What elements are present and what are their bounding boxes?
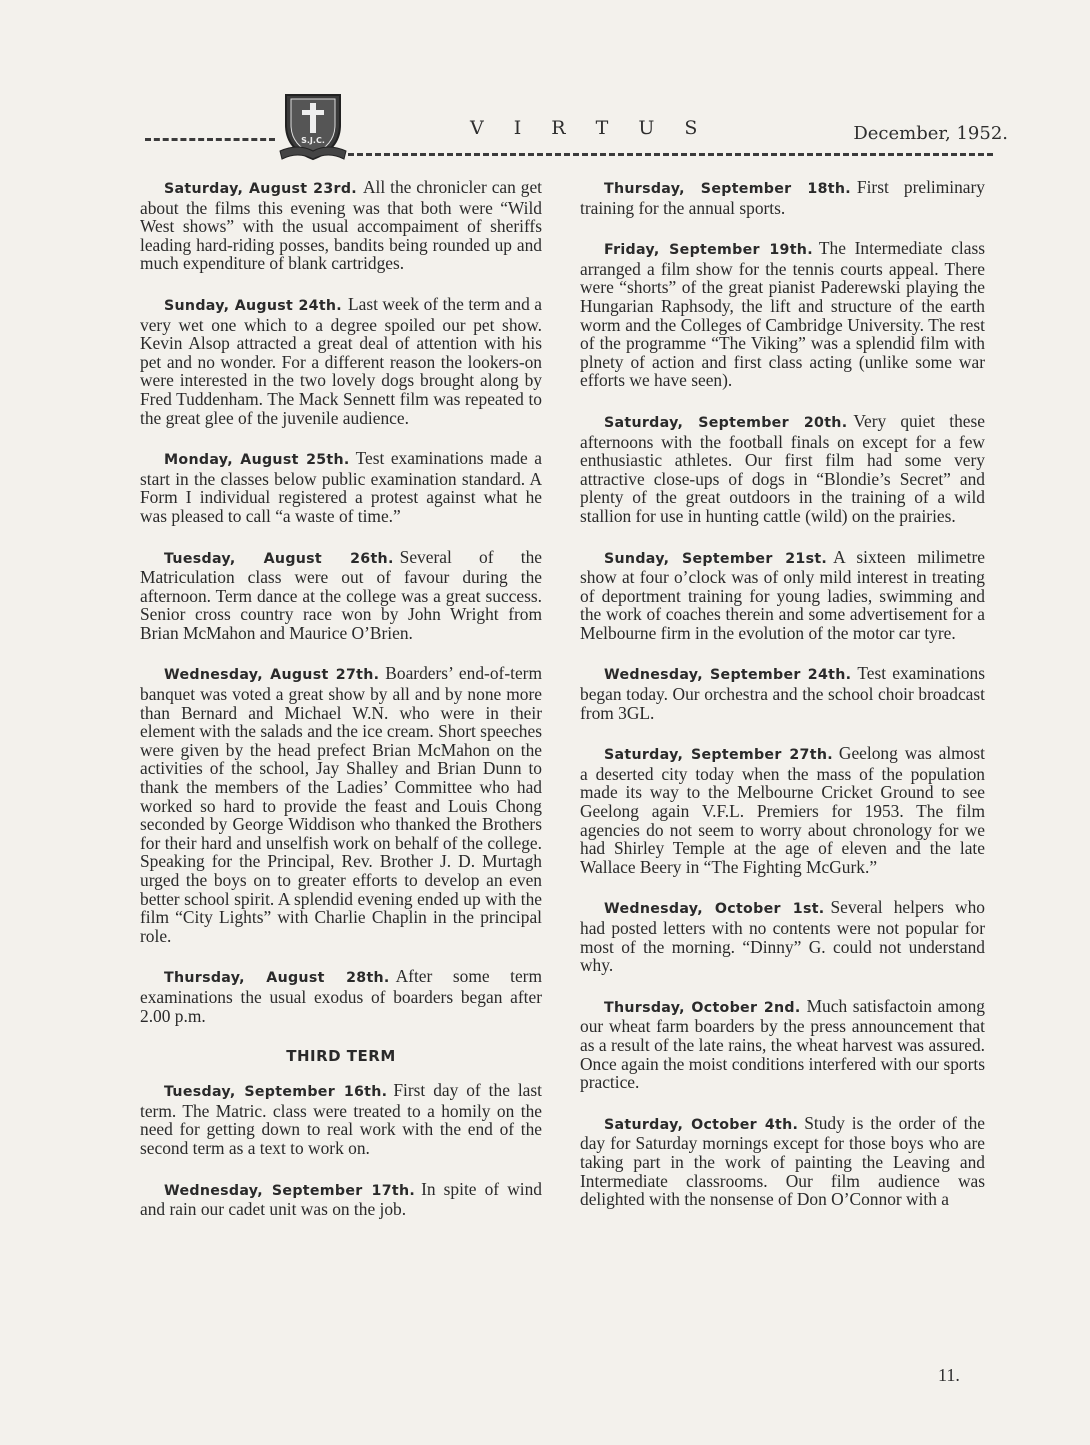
entry-text: In spite of wind and rain our cadet unit was on the job. xyxy=(140,1178,542,1220)
entry-text: Last week of the term and a very wet one which to a degree spoiled our pet show. Kevin Alsop attracted a great deal of attention with his pet and no wonder. For a different reason the lookers-on were interested in the two lovely dogs brought along by Fred Tuddenham. The Mack Sennett film was repeated to the great glee of the juvenile audience. xyxy=(140,293,542,428)
entry-text: After some term examinations the usual exodus of boarders began after 2.00 p.m. xyxy=(140,966,542,1026)
diary-entry xyxy=(140,449,542,525)
entry-date: Friday, September 19th. xyxy=(604,242,813,259)
entry-date: Tuesday, September 16th. xyxy=(164,1084,388,1101)
section-heading: THIRD TERM xyxy=(286,1047,396,1066)
entry-date: Wednesday, October 1st. xyxy=(604,901,825,918)
diary-entry xyxy=(140,1081,542,1157)
entry-date: Sunday, August 24th. xyxy=(164,297,342,314)
entry-date: Monday, August 25th. xyxy=(164,452,350,469)
header-rule-left xyxy=(145,138,275,141)
entry-date: Saturday, September 27th. xyxy=(604,747,833,764)
entry-text: A sixteen milimetre show at four o’clock was of only mild interest in treating of deportment training for young ladies, swimming and the work of coaches therein and some advertisement for a Melbourne firm in the evolution of the motor car tyre. xyxy=(580,546,985,643)
diary-entry xyxy=(580,548,985,643)
entry-date: Tuesday, August 26th. xyxy=(164,550,394,567)
entry-text: Test examinations made a start in the classes below public examination standard. A Form I individual registered a protest against what he was pleased to call “a waste of time.” xyxy=(140,448,542,526)
page-header xyxy=(0,0,1090,170)
magazine-title: V I R T U S xyxy=(470,117,710,139)
entry-text: Several helpers who had posted letters with no contents were not popular for most of the morning. “Dinny” G. could not understand why. xyxy=(580,897,985,976)
entry-text: First preliminary training for the annual sports. xyxy=(580,177,986,218)
entry-date: Wednesday, August 27th. xyxy=(164,667,380,684)
page-number: 11. xyxy=(938,1365,960,1385)
entry-date: Thursday, August 28th. xyxy=(164,970,390,987)
entry-text: Very quiet these afternoons with the football finals on except for a few enthusiastic athletes. Our first film had some very attractive close-ups of dogs in “Blondie’s Secret” and plenty of the great outdoors in the training of a wild stallion for use in hunting cattle (wild) on the prairies. xyxy=(580,410,985,526)
entry-date: Sunday, September 21st. xyxy=(604,550,828,567)
diary-entry xyxy=(140,664,542,945)
diary-entry xyxy=(140,548,542,643)
issue-date: December, 1952. xyxy=(853,123,1008,144)
diary-entry xyxy=(580,178,985,217)
entry-text: Much satisfactoin among our wheat farm boarders by the press announcement that as a result of the late rains, the wheat harvest was assured. Once again the moist conditions interfered with our sports practice. xyxy=(580,995,985,1093)
school-crest-icon xyxy=(278,85,348,165)
diary-entry xyxy=(580,1114,985,1209)
crest-text: S.J.C. xyxy=(301,136,325,145)
diary-entry xyxy=(140,1180,542,1219)
entry-text: First day of the last term. The Matric. class were treated to a homily on the need for getting down to real work with the end of the second term as a text to work on. xyxy=(140,1080,543,1158)
entry-date: Thursday, October 2nd. xyxy=(604,999,801,1016)
entry-text: Study is the order of the day for Saturday mornings except for those boys who are taking part in the work of painting the Leaving and Intermediate classrooms. Our film audience was delighted with the nonsense of Don O’Connor with a xyxy=(580,1112,985,1210)
entry-date: Saturday, October 4th. xyxy=(604,1116,799,1133)
entry-date: Wednesday, September 17th. xyxy=(164,1182,416,1199)
entry-text: All the chronicler can get about the films this evening was that both were “Wild West shows” with the usual accompaiment of sheriffs leading hard-riding posses, bandits being rounded up and much expenditure of blank cartridges. xyxy=(140,177,543,274)
left-column xyxy=(140,178,542,1241)
diary-entry xyxy=(580,744,985,876)
diary-entry xyxy=(580,898,985,974)
entry-text: Geelong was almost a deserted city today when the mass of the population made its way to the Melbourne Cricket Ground to see Geelong again V.F.L. Premiers for 1953. The film agencies do not seem to worry about chronology for we had Shirley Temple at the age of eleven and the late Wallace Beery in “The Fighting McGurk.” xyxy=(580,743,985,877)
diary-entry xyxy=(580,997,985,1092)
right-column xyxy=(580,178,985,1231)
entry-date: Thursday, September 18th. xyxy=(604,181,851,197)
entry-date: Wednesday, September 24th. xyxy=(604,667,852,684)
diary-entry xyxy=(580,412,985,526)
header-rule-right xyxy=(348,153,993,156)
diary-entry xyxy=(140,178,542,273)
entry-text: Several of the Matriculation class were out of favour during the afternoon. Term dance at the college was a great success. Senior cross country race won by John Wright from Brian McMahon and Maurice O’Brien. xyxy=(140,546,543,643)
entry-date: Saturday, September 20th. xyxy=(604,414,848,431)
entry-text: Boarders’ end-of-term banquet was voted a great show by all and by none more than Bernard and Michael W.N. who were in their element with the salads and the ice cream. Short speeches were given by the head prefect Brian McMahon on the activities of the school, Jay Shalley and Brian Dunn to thank the members of the Ladies’ Committee who had worked so hard to provide the feast and Louis Chong seconded by George Widdison who thanked the Brothers for their hard and unselfish work on behalf of the college. Speaking for the Principal, Rev. Brother J. D. Murtagh urged the boys on to greater efforts to develop an even better school spirit. A splendid evening ended up with the film “City Lights” with Charlie Chaplin in the principal role. xyxy=(140,663,542,946)
diary-entry xyxy=(140,967,542,1025)
diary-entry xyxy=(580,239,985,390)
entry-text: Test examinations began today. Our orchestra and the school choir broadcast from 3GL. xyxy=(580,663,985,723)
diary-entry xyxy=(140,295,542,427)
entry-text: The Intermediate class arranged a film show for the tennis courts appeal. There were “shorts” of the great pianist Paderewski playing the Hungarian Raphsody, the lift and structure of the earth worm and the Colleges of Cambridge University. The rest of the programme “The Viking” was a splendid film with plnety of action and first class acting (unlike some war efforts we have seen). xyxy=(580,238,985,391)
entry-date: Saturday, August 23rd. xyxy=(164,181,357,197)
diary-entry xyxy=(580,664,985,722)
